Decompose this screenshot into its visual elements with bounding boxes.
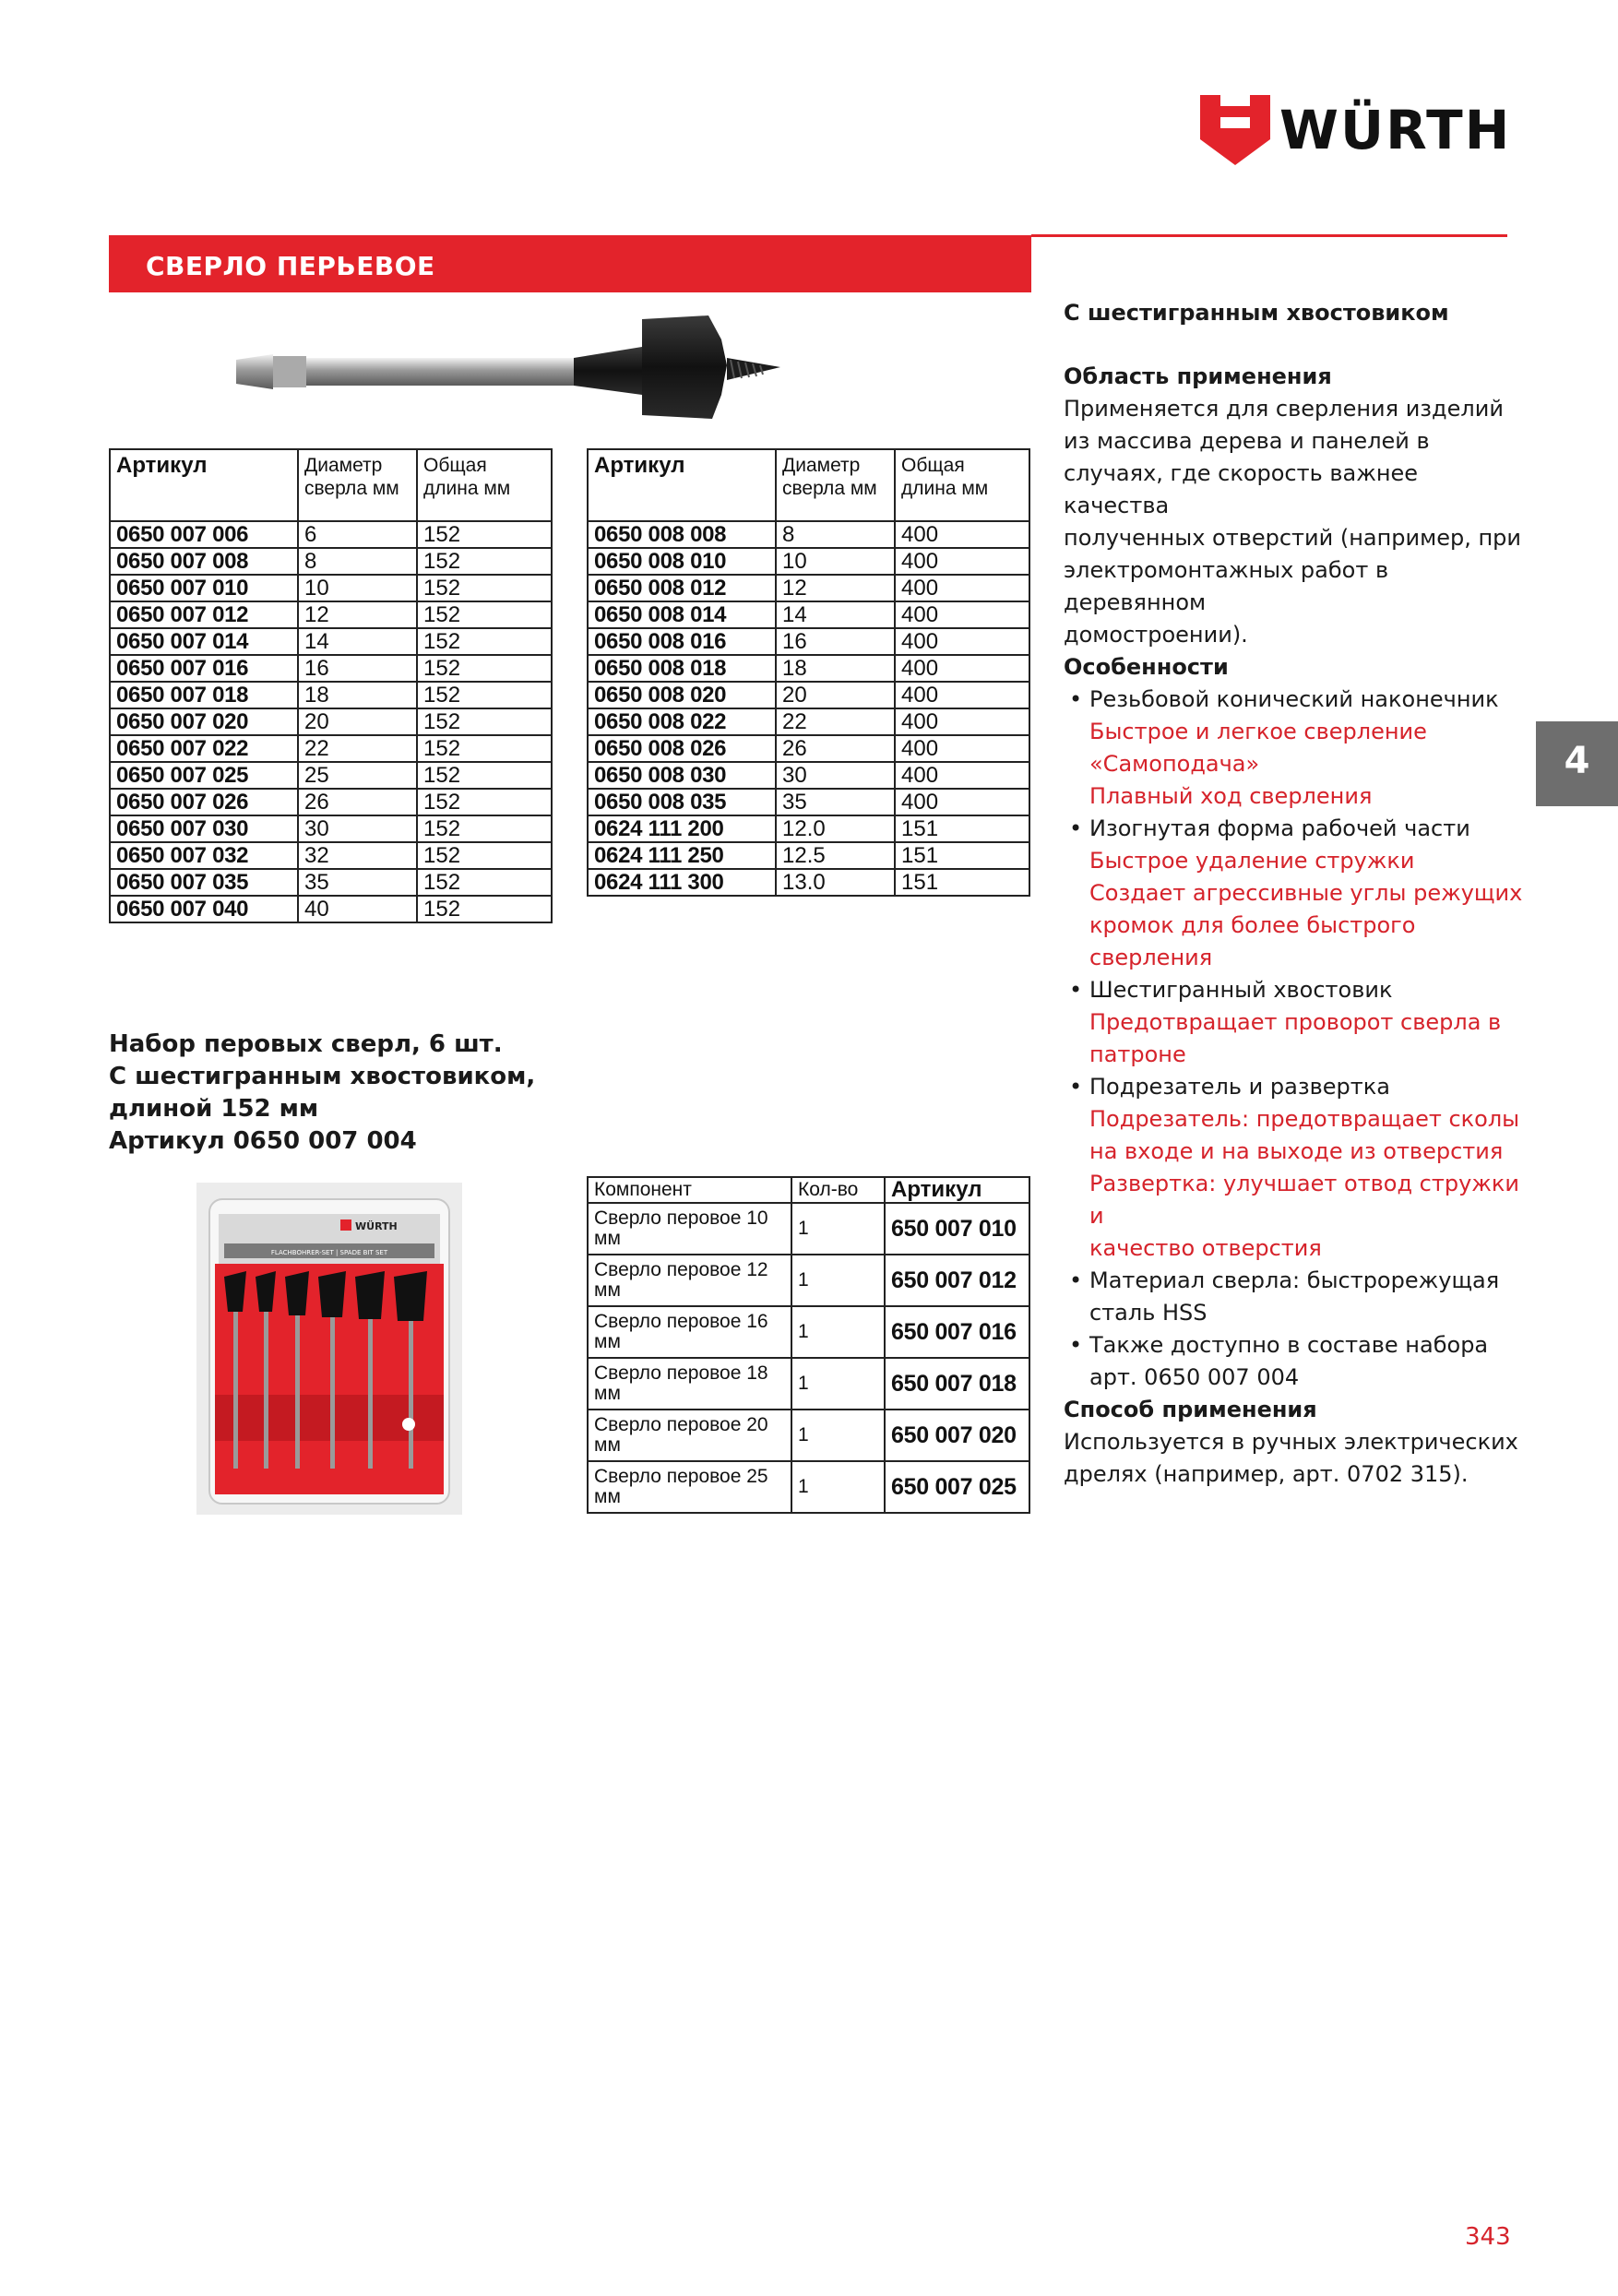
length-cell: 152 (417, 682, 552, 708)
application-line: случаях, где скорость важнее качества (1064, 460, 1419, 518)
diameter-cell: 12.5 (776, 842, 895, 869)
table-row (588, 1410, 1029, 1461)
table-row (588, 548, 1029, 575)
article-cell: 0650 008 012 (588, 575, 776, 601)
header-quantity: Кол-во (791, 1177, 885, 1203)
feature-text: Также доступно в составе набора (1089, 1332, 1489, 1358)
feature-item (1064, 1265, 1525, 1329)
table-row (588, 815, 1029, 842)
page-number: 343 (1465, 2223, 1511, 2251)
table-row (110, 682, 552, 708)
article-cell: 0650 007 018 (110, 682, 298, 708)
feature-item (1064, 974, 1525, 1071)
table-row (588, 1461, 1029, 1513)
article-cell: 0650 007 025 (110, 762, 298, 789)
feature-item (1064, 684, 1525, 813)
table-row (588, 575, 1029, 601)
header-component: Компонент (588, 1177, 791, 1203)
bullet-icon: • (1069, 1074, 1083, 1100)
length-cell: 400 (895, 628, 1029, 655)
feature-benefit: кромок для более быстрого сверления (1089, 912, 1416, 970)
length-cell: 400 (895, 789, 1029, 815)
feature-benefit: качество отверстия (1089, 1235, 1322, 1261)
length-cell: 152 (417, 869, 552, 896)
article-cell: 650 007 018 (885, 1358, 1029, 1410)
table-row (588, 628, 1029, 655)
diameter-cell: 20 (776, 682, 895, 708)
diameter-cell: 35 (776, 789, 895, 815)
quantity-cell: 1 (791, 1255, 885, 1306)
article-cell: 0650 008 014 (588, 601, 776, 628)
length-cell: 152 (417, 655, 552, 682)
diameter-cell: 8 (776, 521, 895, 548)
length-cell: 400 (895, 601, 1029, 628)
article-cell: 650 007 020 (885, 1410, 1029, 1461)
set-heading (109, 1029, 589, 1158)
length-cell: 151 (895, 815, 1029, 842)
diameter-cell: 26 (298, 789, 417, 815)
length-cell: 400 (895, 521, 1029, 548)
chapter-number: 4 (1564, 740, 1590, 782)
usage-heading: Способ применения (1064, 1397, 1317, 1422)
article-table-152mm (109, 448, 553, 923)
table-row (110, 842, 552, 869)
table-header-row (110, 449, 552, 521)
article-cell: 0650 008 008 (588, 521, 776, 548)
length-cell: 152 (417, 521, 552, 548)
diameter-cell: 26 (776, 735, 895, 762)
table-header-row (588, 1177, 1029, 1203)
bullet-icon: • (1069, 1332, 1083, 1358)
feature-benefit: Развертка: улучшает отвод стружки и (1089, 1171, 1519, 1229)
page-title: СВЕРЛО ПЕРЬЕВОЕ (146, 251, 435, 281)
table-row (588, 601, 1029, 628)
article-cell: 0650 008 020 (588, 682, 776, 708)
title-divider (1031, 234, 1507, 237)
feature-item (1064, 1329, 1525, 1394)
table-row (110, 601, 552, 628)
feature-text: сталь HSS (1089, 1300, 1208, 1326)
application-line: электромонтажных работ в деревянном (1064, 557, 1389, 615)
set-heading-line: С шестигранным хвостовиком, (109, 1063, 536, 1090)
length-cell: 400 (895, 708, 1029, 735)
application-line: Применяется для сверления изделий (1064, 396, 1504, 422)
diameter-cell: 18 (298, 682, 417, 708)
table-row (588, 708, 1029, 735)
product-description (1064, 297, 1525, 1491)
set-heading-line: Артикул 0650 007 004 (109, 1127, 417, 1155)
article-cell: 0650 007 008 (110, 548, 298, 575)
quantity-cell: 1 (791, 1410, 885, 1461)
article-cell: 0650 007 020 (110, 708, 298, 735)
quantity-cell: 1 (791, 1203, 885, 1255)
feature-item (1064, 813, 1525, 974)
application-line: из массива дерева и панелей в (1064, 428, 1430, 454)
wurth-logo-icon (1200, 95, 1270, 165)
table-row (110, 815, 552, 842)
table-row (588, 1358, 1029, 1410)
table-row (110, 548, 552, 575)
feature-item (1064, 1071, 1525, 1265)
table-row (588, 842, 1029, 869)
diameter-cell: 16 (298, 655, 417, 682)
diameter-cell: 10 (776, 548, 895, 575)
feature-benefit: Плавный ход сверления (1089, 783, 1373, 809)
diameter-cell: 22 (776, 708, 895, 735)
bullet-icon: • (1069, 686, 1083, 712)
length-cell: 400 (895, 575, 1029, 601)
drill-image (199, 306, 891, 435)
component-cell: Сверло перовое 25 мм (588, 1461, 791, 1513)
table-row (110, 521, 552, 548)
chapter-tab[interactable] (1536, 721, 1618, 806)
article-cell: 0650 007 006 (110, 521, 298, 548)
quantity-cell: 1 (791, 1306, 885, 1358)
diameter-cell: 10 (298, 575, 417, 601)
feature-text: арт. 0650 007 004 (1089, 1364, 1300, 1390)
article-cell: 0650 008 018 (588, 655, 776, 682)
diameter-cell: 40 (298, 896, 417, 922)
feature-text: Подрезатель и развертка (1089, 1074, 1390, 1100)
diameter-cell: 30 (298, 815, 417, 842)
table-row (110, 735, 552, 762)
bullet-icon: • (1069, 977, 1083, 1003)
application-line: полученных отверстий (например, при (1064, 525, 1522, 551)
diameter-cell: 12 (298, 601, 417, 628)
feature-benefit: Подрезатель: предотвращает сколы (1089, 1106, 1520, 1132)
wurth-logo (1200, 95, 1514, 167)
article-cell: 650 007 010 (885, 1203, 1029, 1255)
length-cell: 400 (895, 762, 1029, 789)
header-length: Общая длина мм (417, 449, 552, 521)
length-cell: 400 (895, 682, 1029, 708)
feature-benefit: Создает агрессивные углы режущих (1089, 880, 1523, 906)
header-article: Артикул (110, 449, 298, 521)
diameter-cell: 32 (298, 842, 417, 869)
length-cell: 400 (895, 735, 1029, 762)
usage-line: дрелях (например, арт. 0702 315). (1064, 1461, 1469, 1487)
length-cell: 152 (417, 628, 552, 655)
article-cell: 0650 008 035 (588, 789, 776, 815)
article-cell: 0650 007 032 (110, 842, 298, 869)
diameter-cell: 6 (298, 521, 417, 548)
article-cell: 650 007 025 (885, 1461, 1029, 1513)
article-cell: 650 007 012 (885, 1255, 1029, 1306)
diameter-cell: 8 (298, 548, 417, 575)
article-cell: 0650 007 016 (110, 655, 298, 682)
article-cell: 0650 007 035 (110, 869, 298, 896)
set-brand: WÜRTH (355, 1220, 398, 1232)
article-cell: 0650 007 040 (110, 896, 298, 922)
feature-text: Резьбовой конический наконечник (1089, 686, 1499, 712)
table-row (588, 762, 1029, 789)
length-cell: 152 (417, 548, 552, 575)
features-list (1064, 684, 1525, 1394)
table-row (110, 789, 552, 815)
length-cell: 152 (417, 842, 552, 869)
feature-benefit: «Самоподача» (1089, 751, 1260, 777)
article-cell: 0650 007 026 (110, 789, 298, 815)
length-cell: 400 (895, 655, 1029, 682)
logo-text: WÜRTH (1279, 99, 1512, 161)
length-cell: 152 (417, 762, 552, 789)
quantity-cell: 1 (791, 1461, 885, 1513)
length-cell: 151 (895, 869, 1029, 896)
component-cell: Сверло перовое 20 мм (588, 1410, 791, 1461)
diameter-cell: 20 (298, 708, 417, 735)
article-cell: 0650 007 022 (110, 735, 298, 762)
table-row (110, 708, 552, 735)
article-cell: 0650 007 010 (110, 575, 298, 601)
diameter-cell: 13.0 (776, 869, 895, 896)
article-cell: 0650 007 030 (110, 815, 298, 842)
component-cell: Сверло перовое 16 мм (588, 1306, 791, 1358)
feature-benefit: Быстрое удаление стружки (1089, 848, 1415, 874)
article-cell: 0650 007 014 (110, 628, 298, 655)
article-cell: 0624 111 250 (588, 842, 776, 869)
table-row (110, 655, 552, 682)
article-cell: 0650 007 012 (110, 601, 298, 628)
diameter-cell: 14 (298, 628, 417, 655)
feature-text: Изогнутая форма рабочей части (1089, 815, 1470, 841)
length-cell: 400 (895, 548, 1029, 575)
feature-benefit: на входе и на выходе из отверстия (1089, 1138, 1504, 1164)
diameter-cell: 12.0 (776, 815, 895, 842)
table-header-row (588, 449, 1029, 521)
table-row (110, 628, 552, 655)
application-line: домостроении). (1064, 622, 1248, 648)
table-row (588, 1203, 1029, 1255)
article-cell: 650 007 016 (885, 1306, 1029, 1358)
feature-benefit: Предотвращает проворот сверла в (1089, 1009, 1502, 1035)
component-cell: Сверло перовое 18 мм (588, 1358, 791, 1410)
diameter-cell: 25 (298, 762, 417, 789)
application-heading: Область применения (1064, 363, 1332, 389)
set-components-table (587, 1176, 1030, 1514)
article-cell: 0650 008 022 (588, 708, 776, 735)
table-row (588, 735, 1029, 762)
length-cell: 152 (417, 575, 552, 601)
feature-benefit: патроне (1089, 1041, 1186, 1067)
article-cell: 0650 008 026 (588, 735, 776, 762)
usage-line: Используется в ручных электрических (1064, 1429, 1518, 1455)
diameter-cell: 18 (776, 655, 895, 682)
length-cell: 152 (417, 708, 552, 735)
quantity-cell: 1 (791, 1358, 885, 1410)
length-cell: 152 (417, 896, 552, 922)
table-row (110, 762, 552, 789)
set-caption: FLACHBOHRER-SET | SPADE BIT SET (270, 1249, 388, 1256)
table-row (110, 575, 552, 601)
length-cell: 152 (417, 735, 552, 762)
table-row (110, 869, 552, 896)
subtitle: С шестигранным хвостовиком (1064, 300, 1449, 326)
table-row (588, 655, 1029, 682)
diameter-cell: 30 (776, 762, 895, 789)
diameter-cell: 14 (776, 601, 895, 628)
article-cell: 0624 111 200 (588, 815, 776, 842)
table-row (588, 1306, 1029, 1358)
component-cell: Сверло перовое 10 мм (588, 1203, 791, 1255)
diameter-cell: 22 (298, 735, 417, 762)
table-row (588, 682, 1029, 708)
header-diameter: Диаметр сверла мм (776, 449, 895, 521)
features-heading: Особенности (1064, 654, 1229, 680)
table-row (110, 896, 552, 922)
header-diameter: Диаметр сверла мм (298, 449, 417, 521)
bullet-icon: • (1069, 1267, 1083, 1293)
spade-bit-set-image (196, 1183, 462, 1515)
diameter-cell: 12 (776, 575, 895, 601)
set-heading-line: Набор перовых сверл, 6 шт. (109, 1030, 503, 1058)
component-cell: Сверло перовое 12 мм (588, 1255, 791, 1306)
feature-text: Материал сверла: быстрорежущая (1089, 1267, 1500, 1293)
article-cell: 0650 008 030 (588, 762, 776, 789)
table-row (588, 869, 1029, 896)
length-cell: 152 (417, 601, 552, 628)
diameter-cell: 35 (298, 869, 417, 896)
feature-text: Шестигранный хвостовик (1089, 977, 1393, 1003)
length-cell: 152 (417, 815, 552, 842)
set-heading-line: длиной 152 мм (109, 1095, 319, 1123)
feature-benefit: Быстрое и легкое сверление (1089, 719, 1427, 744)
header-article: Артикул (588, 449, 776, 521)
bullet-icon: • (1069, 815, 1083, 841)
length-cell: 151 (895, 842, 1029, 869)
table-row (588, 1255, 1029, 1306)
title-bar (109, 235, 1031, 292)
article-cell: 0650 008 010 (588, 548, 776, 575)
header-article: Артикул (885, 1177, 1029, 1203)
article-cell: 0624 111 300 (588, 869, 776, 896)
header-length: Общая длина мм (895, 449, 1029, 521)
length-cell: 152 (417, 789, 552, 815)
article-cell: 0650 008 016 (588, 628, 776, 655)
table-row (588, 521, 1029, 548)
table-row (588, 789, 1029, 815)
diameter-cell: 16 (776, 628, 895, 655)
article-table-400mm (587, 448, 1030, 897)
